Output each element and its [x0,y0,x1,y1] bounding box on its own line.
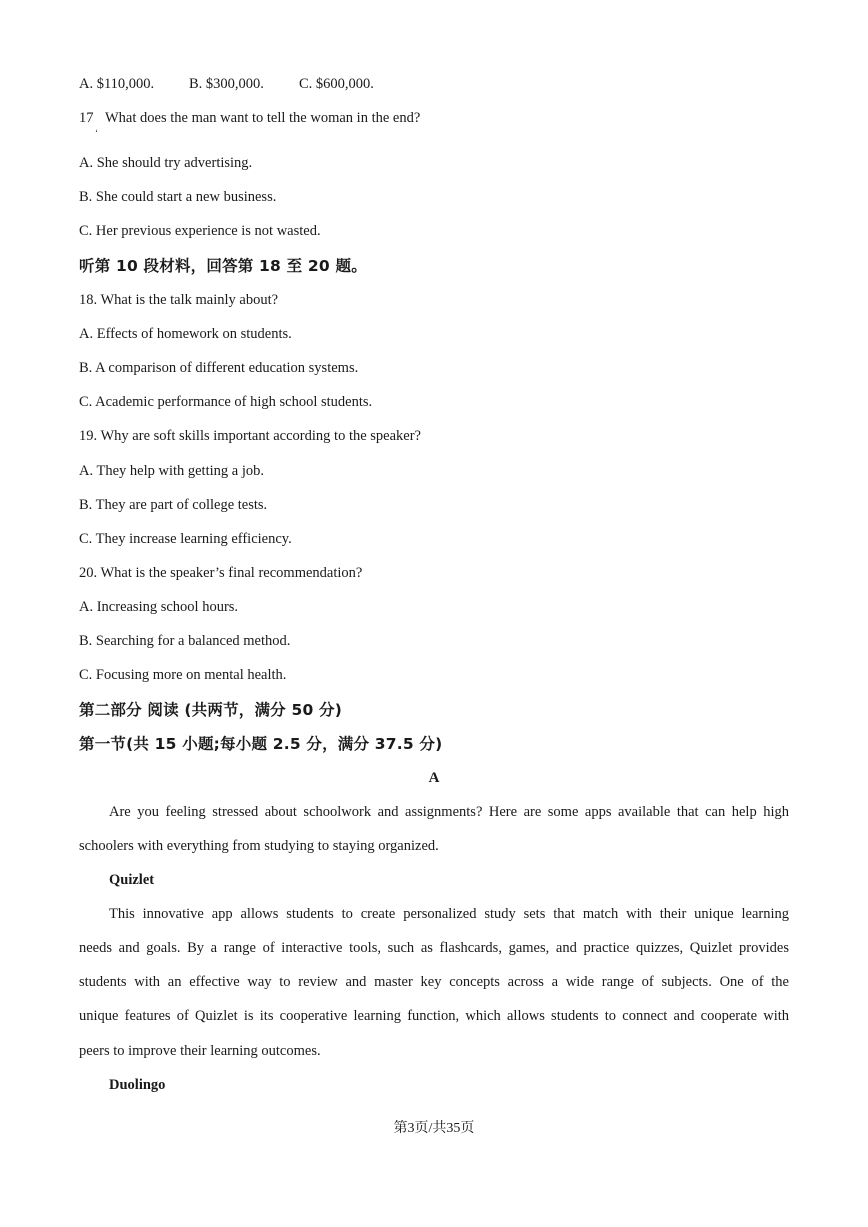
q18-option-b: B. A comparison of different education systems. [79,360,359,376]
q17-question [79,108,420,128]
intro-line-1: Are you feeling stressed about schoolwork and assignments? Here are some apps available that can help high [109,804,789,820]
q19-question: 19. Why are soft skills important according to the speaker? [79,428,421,444]
q16-option-a: A. $110,000. [79,76,155,92]
quizlet-line-1: This innovative app allows students to create personalized study sets that match with their unique learning [109,906,789,922]
q20-question: 20. What is the speaker’s final recommendation? [79,565,363,581]
q17-mark: ʻ [95,128,98,138]
q16-option-b: B. $300,000. [189,76,264,92]
intro-line-2: schoolers with everything from studying to staying organized. [79,838,439,854]
quizlet-line-2: needs and goals. By a range of interactive tools, such as flashcards, games, and practice quizzes, Quizlet provides [79,940,789,956]
q19-option-c: C. They increase learning efficiency. [79,531,292,547]
q17-option-c: C. Her previous experience is not wasted. [79,223,321,239]
q17-option-b: B. She could start a new business. [79,189,277,205]
quizlet-line-4: unique features of Quizlet is its cooperative learning function, which allows students to connect and cooperate with [79,1008,789,1024]
q17-text: What does the man want to tell the woman in the end? [105,110,421,126]
q16-option-c: C. $600,000. [299,76,374,92]
quizlet-line-5: peers to improve their learning outcomes. [79,1043,321,1059]
section1-heading: 第一节(共 15 小题;每小题 2.5 分，满分 37.5 分) [79,735,443,753]
q20-option-a: A. Increasing school hours. [79,599,239,615]
quizlet-line-3: students with an effective way to review and master key concepts across a wide range of subjects. One of the [79,974,789,990]
q18-option-a: A. Effects of homework on students. [79,326,292,342]
q16-options-row [79,74,374,94]
q17-number: 17 [79,110,94,126]
q20-option-c: C. Focusing more on mental health. [79,667,287,683]
quizlet-title: Quizlet [109,872,155,888]
page-number-footer: 第3页/共35页 [393,1121,475,1136]
q18-option-c: C. Academic performance of high school students. [79,394,373,410]
duolingo-title: Duolingo [109,1077,166,1093]
q17-option-a: A. She should try advertising. [79,155,253,171]
q19-option-b: B. They are part of college tests. [79,497,268,513]
q20-option-b: B. Searching for a balanced method. [79,633,291,649]
part2-heading: 第二部分 阅读 (共两节，满分 50 分) [79,701,343,719]
instruction-heading: 听第 10 段材料，回答第 18 至 20 题。 [79,257,367,275]
q19-option-a: A. They help with getting a job. [79,463,264,479]
passage-letter: A [428,770,440,786]
q18-question: 18. What is the talk mainly about? [79,292,279,308]
